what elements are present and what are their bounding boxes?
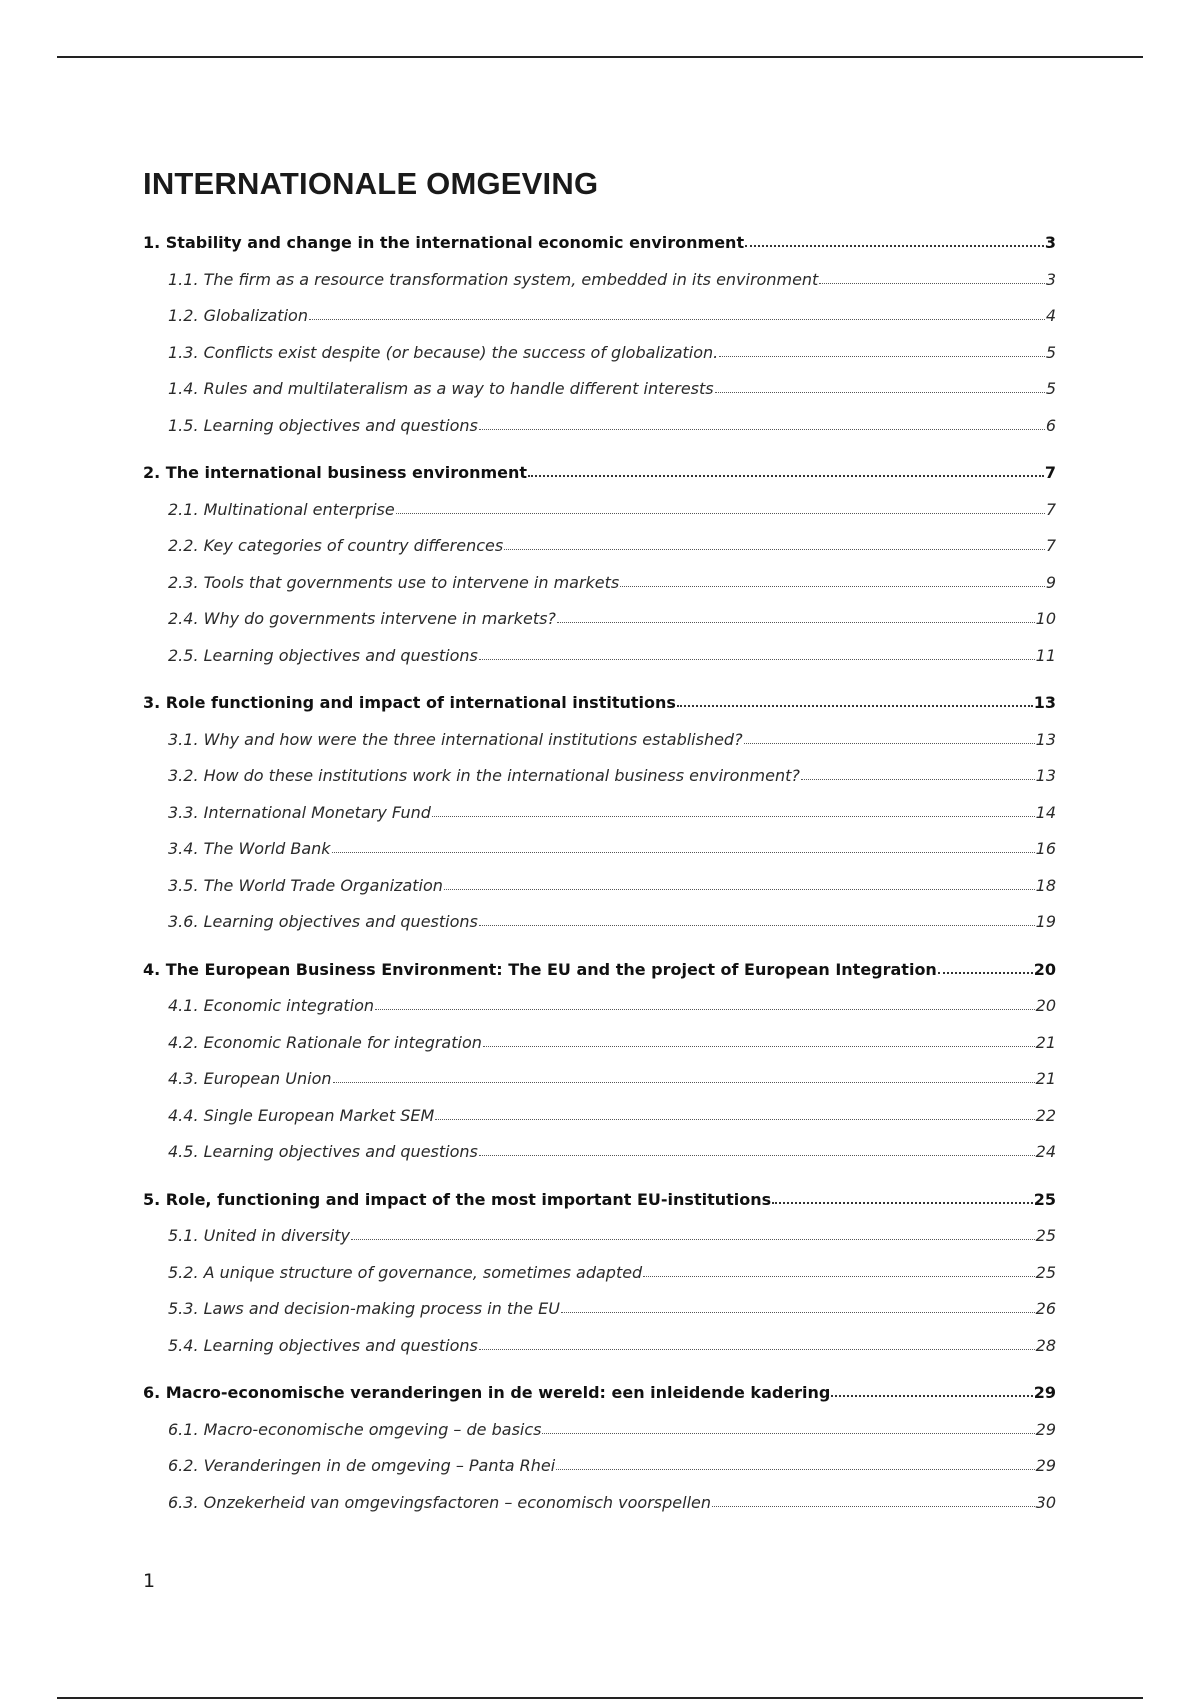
dot-leader — [712, 1506, 1035, 1507]
toc-entry-3-2[interactable] — [143, 758, 1056, 795]
toc-entry-2-5[interactable] — [143, 638, 1056, 675]
toc-entry-title: 2.4. Why do governments intervene in markets? — [168, 609, 556, 628]
toc-page-number: 13 — [1035, 766, 1056, 785]
toc-entry-3-5[interactable] — [143, 868, 1056, 905]
toc-entry-1-4[interactable] — [143, 371, 1056, 408]
toc-page-number: 24 — [1035, 1142, 1056, 1161]
toc-chapter-6[interactable] — [143, 1375, 1056, 1412]
toc-section — [143, 1182, 1056, 1365]
dot-leader — [819, 283, 1044, 284]
toc-page-number: 30 — [1035, 1492, 1056, 1512]
toc-entry-3-6[interactable] — [143, 904, 1056, 941]
dot-leader — [333, 1082, 1035, 1083]
toc-entry-title: 6.2. Veranderingen in de omgeving – Panta Rhei — [168, 1456, 556, 1475]
dot-leader — [620, 586, 1045, 587]
toc-page-number: 6 — [1045, 415, 1056, 435]
footer-rule — [57, 1697, 1143, 1699]
dot-leader — [332, 852, 1035, 853]
toc-entry-title: 2.2. Key categories of country differences — [168, 536, 504, 555]
dot-leader — [938, 972, 1033, 974]
dot-leader — [557, 622, 1035, 623]
toc-page-number: 20 — [1033, 959, 1056, 979]
toc-entry-title: 3.1. Why and how were the three international institutions established? — [168, 729, 743, 749]
toc-entry-title: 1. Stability and change in the international economic environment — [143, 233, 745, 252]
toc-page-number: 28 — [1035, 1335, 1056, 1355]
dot-leader — [444, 889, 1035, 890]
dot-leader — [435, 1119, 1034, 1120]
toc-entry-title: 4.3. European Union — [168, 1069, 332, 1088]
table-of-contents — [143, 225, 1056, 1532]
toc-entry-2-4[interactable] — [143, 601, 1056, 638]
toc-entry-5-2[interactable] — [143, 1255, 1056, 1292]
dot-leader — [677, 705, 1033, 707]
dot-leader — [556, 1469, 1034, 1470]
toc-entry-6-3[interactable] — [143, 1485, 1056, 1522]
toc-entry-4-4[interactable] — [143, 1098, 1056, 1135]
toc-entry-1-3[interactable] — [143, 335, 1056, 372]
toc-entry-1-5[interactable] — [143, 408, 1056, 445]
toc-page-number: 19 — [1035, 912, 1056, 931]
header-rule — [57, 56, 1143, 58]
toc-page-number: 7 — [1045, 536, 1056, 555]
toc-entry-title: 1.3. Conflicts exist despite (or because) the success of globalization. — [168, 342, 719, 362]
toc-page-number: 14 — [1035, 802, 1056, 822]
dot-leader — [479, 659, 1035, 660]
dot-leader — [479, 1349, 1035, 1350]
toc-entry-title: 5.3. Laws and decision-making process in the EU — [168, 1299, 560, 1318]
dot-leader — [715, 392, 1045, 393]
toc-entry-title: 2.5. Learning objectives and questions — [168, 645, 478, 665]
toc-entry-3-4[interactable] — [143, 831, 1056, 868]
toc-entry-title: 5.4. Learning objectives and questions — [168, 1335, 478, 1355]
toc-chapter-1[interactable] — [143, 225, 1056, 262]
toc-page-number: 29 — [1035, 1456, 1056, 1475]
toc-entry-title: 2.1. Multinational enterprise — [168, 499, 395, 519]
dot-leader — [831, 1395, 1032, 1397]
toc-entry-1-2[interactable] — [143, 298, 1056, 335]
toc-entry-5-1[interactable] — [143, 1218, 1056, 1255]
dot-leader — [479, 925, 1035, 926]
toc-entry-title: 3.5. The World Trade Organization — [168, 875, 443, 895]
toc-page-number: 5 — [1045, 379, 1056, 398]
toc-page-number: 25 — [1035, 1262, 1056, 1282]
toc-entry-title: 1.4. Rules and multilateralism as a way to handle different interests — [168, 379, 714, 398]
toc-entry-4-5[interactable] — [143, 1134, 1056, 1171]
dot-leader — [479, 429, 1045, 430]
toc-entry-1-1[interactable] — [143, 262, 1056, 299]
toc-page-number: 25 — [1033, 1189, 1056, 1209]
toc-page-number: 29 — [1033, 1383, 1056, 1402]
toc-page-number: 20 — [1035, 996, 1056, 1015]
toc-section — [143, 685, 1056, 941]
toc-page-number: 26 — [1035, 1299, 1056, 1318]
toc-entry-title: 1.5. Learning objectives and questions — [168, 415, 478, 435]
toc-page-number: 7 — [1045, 499, 1056, 519]
page-number: 1 — [143, 1570, 156, 1592]
toc-entry-5-4[interactable] — [143, 1328, 1056, 1365]
toc-page-number: 21 — [1035, 1069, 1056, 1088]
document-title: INTERNATIONALE OMGEVING — [143, 166, 599, 201]
toc-entry-title: 5.1. United in diversity — [168, 1226, 350, 1245]
toc-entry-4-2[interactable] — [143, 1025, 1056, 1062]
toc-entry-title: 3.2. How do these institutions work in the international business environment? — [168, 766, 800, 785]
toc-chapter-4[interactable] — [143, 952, 1056, 989]
toc-section — [143, 225, 1056, 444]
dot-leader — [528, 475, 1044, 477]
toc-page-number: 13 — [1033, 693, 1056, 712]
toc-page-number: 3 — [1045, 269, 1056, 289]
toc-entry-title: 3.6. Learning objectives and questions — [168, 912, 478, 931]
toc-page-number: 7 — [1044, 463, 1056, 482]
toc-entry-3-1[interactable] — [143, 722, 1056, 759]
toc-entry-title: 6.1. Macro-economische omgeving – de basics — [168, 1419, 542, 1439]
toc-chapter-2[interactable] — [143, 455, 1056, 492]
toc-entry-title: 5. Role, functioning and impact of the most important EU-institutions — [143, 1189, 772, 1209]
dot-leader — [719, 356, 1045, 357]
toc-entry-6-1[interactable] — [143, 1412, 1056, 1449]
toc-entry-title: 2.3. Tools that governments use to intervene in markets — [168, 572, 620, 592]
toc-page-number: 5 — [1045, 342, 1056, 362]
toc-entry-title: 6. Macro-economische veranderingen in de wereld: een inleidende kadering — [143, 1383, 831, 1402]
toc-entry-5-3[interactable] — [143, 1291, 1056, 1328]
toc-entry-title: 4.5. Learning objectives and questions — [168, 1142, 478, 1161]
toc-section — [143, 952, 1056, 1171]
dot-leader — [772, 1202, 1033, 1204]
toc-page-number: 9 — [1045, 572, 1056, 592]
toc-entry-4-1[interactable] — [143, 988, 1056, 1025]
dot-leader — [396, 513, 1045, 514]
toc-page-number: 22 — [1035, 1105, 1056, 1125]
dot-leader — [801, 779, 1035, 780]
toc-entry-title: 4.4. Single European Market SEM — [168, 1105, 435, 1125]
dot-leader — [351, 1239, 1035, 1240]
toc-page-number: 16 — [1035, 839, 1056, 858]
toc-chapter-3[interactable] — [143, 685, 1056, 722]
toc-entry-2-2[interactable] — [143, 528, 1056, 565]
toc-chapter-5[interactable] — [143, 1182, 1056, 1219]
toc-page-number: 25 — [1035, 1226, 1056, 1245]
toc-entry-2-1[interactable] — [143, 492, 1056, 529]
dot-leader — [504, 549, 1045, 550]
toc-section — [143, 1375, 1056, 1521]
toc-page-number: 13 — [1035, 729, 1056, 749]
dot-leader — [745, 245, 1044, 247]
dot-leader — [744, 743, 1035, 744]
dot-leader — [432, 816, 1035, 817]
toc-entry-4-3[interactable] — [143, 1061, 1056, 1098]
toc-entry-title: 4.1. Economic integration — [168, 996, 375, 1015]
toc-page-number: 11 — [1035, 645, 1056, 665]
toc-page-number: 18 — [1035, 875, 1056, 895]
toc-entry-title: 1.1. The firm as a resource transformation system, embedded in its environment — [168, 269, 819, 289]
toc-entry-title: 2. The international business environment — [143, 463, 528, 482]
toc-entry-title: 3.3. International Monetary Fund — [168, 802, 431, 822]
toc-entry-title: 3.4. The World Bank — [168, 839, 331, 858]
toc-entry-title: 5.2. A unique structure of governance, sometimes adapted — [168, 1262, 643, 1282]
dot-leader — [643, 1276, 1034, 1277]
toc-page-number: 29 — [1035, 1419, 1056, 1439]
toc-page-number: 10 — [1035, 609, 1056, 628]
toc-entry-2-3[interactable] — [143, 565, 1056, 602]
toc-entry-title: 3. Role functioning and impact of international institutions — [143, 693, 676, 712]
dot-leader — [483, 1046, 1035, 1047]
toc-entry-3-3[interactable] — [143, 795, 1056, 832]
toc-page-number: 21 — [1035, 1032, 1056, 1052]
dot-leader — [542, 1433, 1034, 1434]
toc-entry-title: 1.2. Globalization — [168, 306, 308, 325]
toc-page-number: 3 — [1044, 233, 1056, 252]
toc-entry-title: 4. The European Business Environment: The EU and the project of European Integration — [143, 959, 937, 979]
toc-section — [143, 455, 1056, 674]
dot-leader — [479, 1155, 1035, 1156]
toc-page-number: 4 — [1045, 306, 1056, 325]
dot-leader — [375, 1009, 1035, 1010]
toc-entry-title: 6.3. Onzekerheid van omgevingsfactoren – economisch voorspellen — [168, 1492, 711, 1512]
dot-leader — [561, 1312, 1035, 1313]
dot-leader — [309, 319, 1045, 320]
toc-entry-title: 4.2. Economic Rationale for integration — [168, 1032, 482, 1052]
toc-entry-6-2[interactable] — [143, 1448, 1056, 1485]
